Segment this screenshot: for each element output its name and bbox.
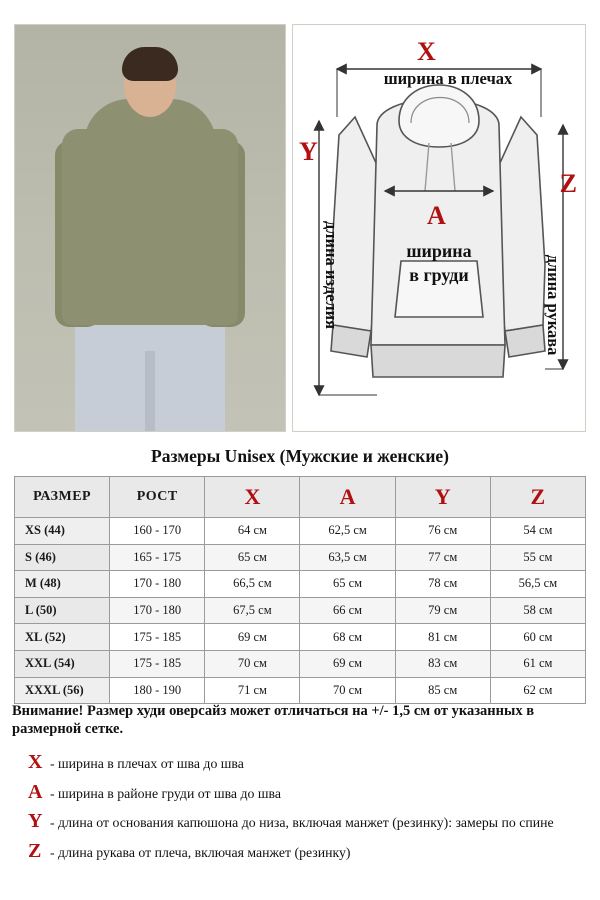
cell-z: 54 см [490, 518, 585, 545]
cell-height: 165 - 175 [110, 544, 205, 571]
diagram-caption-a-line2: в груди [409, 265, 469, 285]
cell-a: 70 см [300, 677, 395, 704]
cell-height: 180 - 190 [110, 677, 205, 704]
table-header-row [15, 477, 586, 518]
cell-a: 69 см [300, 650, 395, 677]
cell-size: XS (44) [15, 518, 110, 545]
cell-y: 81 см [395, 624, 490, 651]
cell-height: 170 - 180 [110, 597, 205, 624]
top-image-block [14, 24, 586, 432]
cell-y: 78 см [395, 571, 490, 598]
legend-item-y [28, 811, 584, 833]
table-row [15, 624, 586, 651]
cell-x: 66,5 см [205, 571, 300, 598]
diagram-label-x: X [417, 37, 436, 66]
cell-a: 68 см [300, 624, 395, 651]
legend-letter-x: X [28, 751, 43, 773]
cell-height: 175 - 185 [110, 624, 205, 651]
table-row [15, 544, 586, 571]
cell-size: XL (52) [15, 624, 110, 651]
diagram-caption-a-line1: ширина [406, 241, 472, 261]
legend-letter-y: Y [28, 810, 43, 833]
cell-size: XXL (54) [15, 650, 110, 677]
col-header-y: Y [395, 477, 490, 518]
col-header-height: РОСТ [110, 477, 205, 518]
legend-item-a [28, 782, 584, 804]
legend-text-y: - длина от основания капюшона до низа, включая манжет (резинку): замеры по спине [50, 815, 554, 831]
cell-z: 60 см [490, 624, 585, 651]
col-header-a: A [300, 477, 395, 518]
cell-height: 160 - 170 [110, 518, 205, 545]
cell-size: M (48) [15, 571, 110, 598]
cell-height: 170 - 180 [110, 571, 205, 598]
cell-y: 83 см [395, 650, 490, 677]
model-jeans-gap [145, 351, 155, 431]
diagram-label-y: Y [299, 137, 318, 166]
cell-z: 55 см [490, 544, 585, 571]
cell-x: 64 см [205, 518, 300, 545]
col-header-z: Z [490, 477, 585, 518]
col-header-size: РАЗМЕР [15, 477, 110, 518]
cell-a: 62,5 см [300, 518, 395, 545]
legend-letter-z: Z [28, 839, 42, 862]
legend-text-x: - ширина в плечах от шва до шва [50, 756, 244, 771]
diagram-label-z: Z [559, 169, 577, 198]
diagram-label-a: A [427, 201, 446, 230]
cell-z: 61 см [490, 650, 585, 677]
diagram-caption-y: длина изделия [322, 220, 341, 330]
table-title: Размеры Unisex (Мужские и женские) [151, 446, 449, 466]
legend-text-z: - длина рукава от плеча, включая манжет (резинку) [50, 844, 351, 860]
table-row [15, 597, 586, 624]
measurement-diagram [292, 24, 586, 432]
legend-text-a: - ширина в районе груди от шва до шва [50, 785, 281, 801]
cell-y: 76 см [395, 518, 490, 545]
cell-y: 77 см [395, 544, 490, 571]
warning-text: Внимание! Размер худи оверсайз может отличаться на +/- 1,5 см от указанных в размерной сетке. [12, 703, 535, 738]
cell-y: 79 см [395, 597, 490, 624]
diagram-caption-z: длина рукава [544, 254, 563, 356]
cell-x: 69 см [205, 624, 300, 651]
legend-item-x [28, 752, 584, 774]
model-photo [14, 24, 286, 432]
cell-x: 65 см [205, 544, 300, 571]
size-table [14, 476, 586, 704]
diagram-caption-x: ширина в плечах [383, 69, 513, 88]
cell-x: 67,5 см [205, 597, 300, 624]
legend-letter-a: A [28, 780, 43, 803]
table-row [15, 518, 586, 545]
cell-height: 175 - 185 [110, 650, 205, 677]
table-row [15, 571, 586, 598]
table-row [15, 677, 586, 704]
legend [28, 752, 584, 871]
legend-item-z [28, 841, 584, 863]
cell-a: 66 см [300, 597, 395, 624]
cell-size: XXXL (56) [15, 677, 110, 704]
cell-z: 62 см [490, 677, 585, 704]
cell-x: 71 см [205, 677, 300, 704]
cell-a: 63,5 см [300, 544, 395, 571]
table-row [15, 650, 586, 677]
model-hair [122, 47, 178, 81]
cell-a: 65 см [300, 571, 395, 598]
cell-size: L (50) [15, 597, 110, 624]
cell-y: 85 см [395, 677, 490, 704]
col-header-x: X [205, 477, 300, 518]
cell-x: 70 см [205, 650, 300, 677]
cell-z: 56,5 см [490, 571, 585, 598]
cell-z: 58 см [490, 597, 585, 624]
cell-size: S (46) [15, 544, 110, 571]
